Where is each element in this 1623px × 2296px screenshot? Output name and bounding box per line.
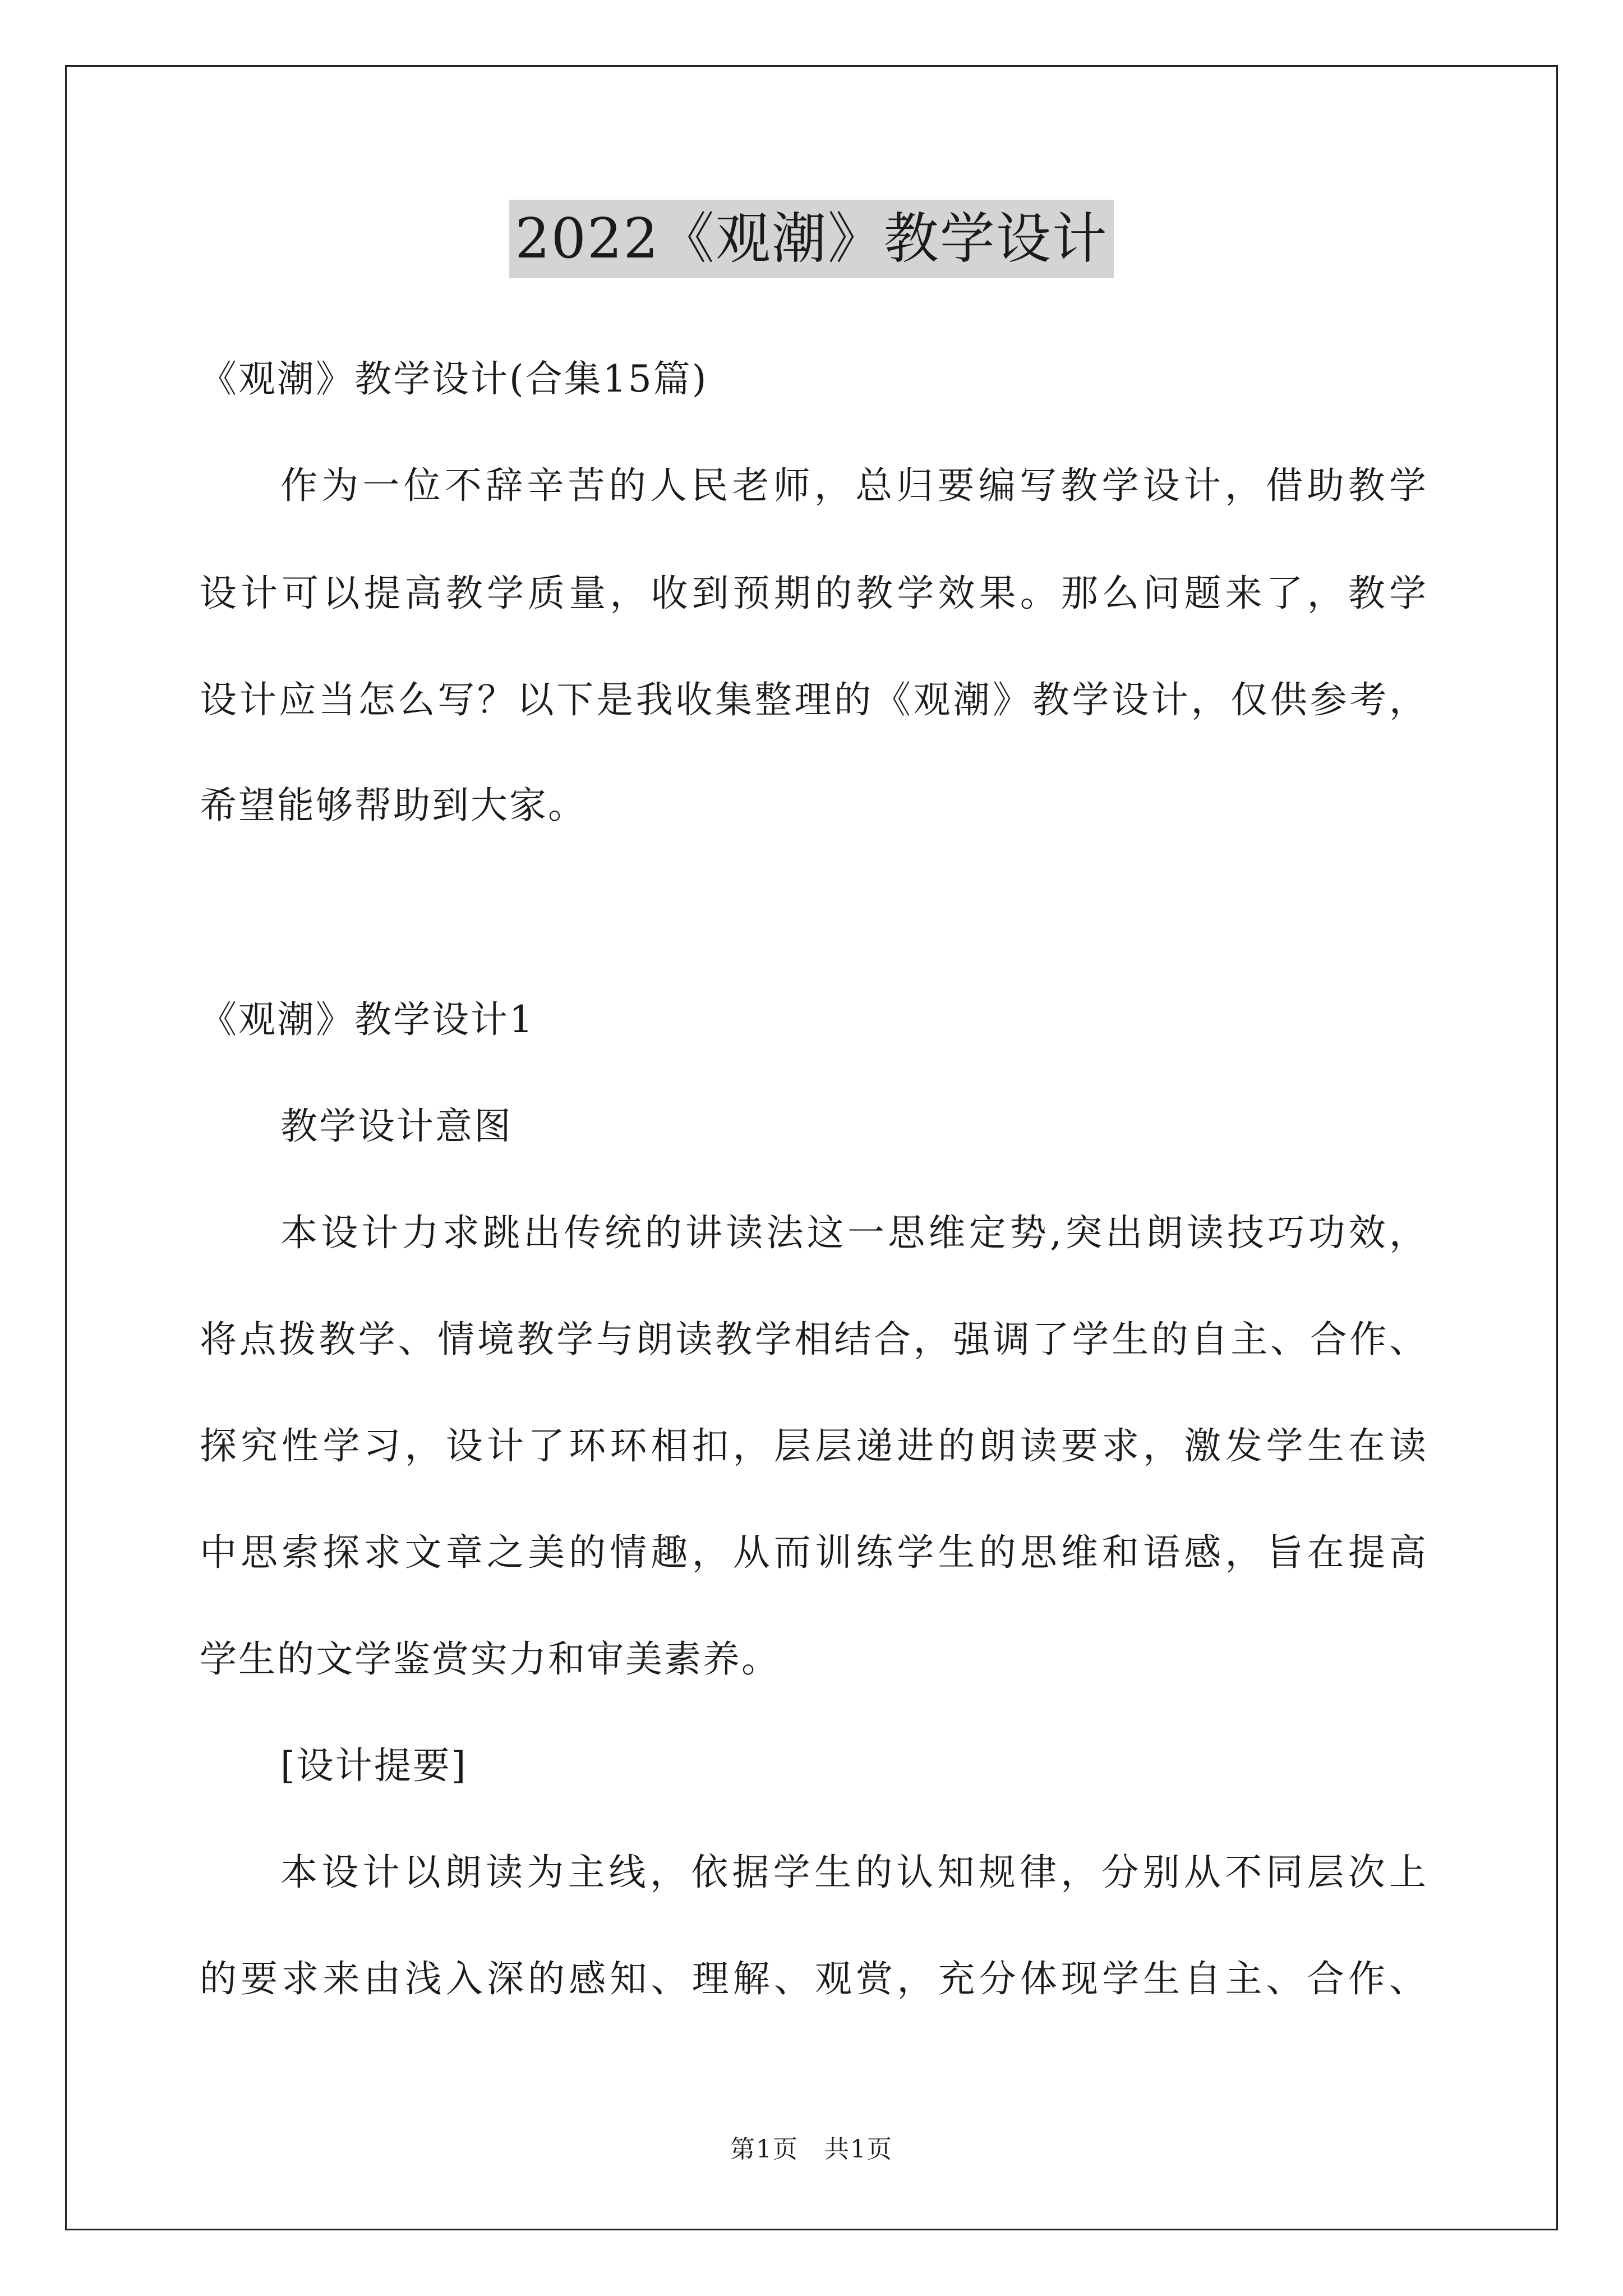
document-title: 2022《观潮》教学设计 (509, 200, 1113, 278)
intro-line: 作为一位不辞辛苦的人民老师，总归要编写教学设计，借助教学 (280, 464, 1428, 507)
summary-line: 的要求来由浅入深的感知、理解、观赏，充分体现学生自主、合作、 (200, 1957, 1428, 2000)
intro-line: 设计应当怎么写？以下是我收集整理的《观潮》教学设计，仅供参考， (200, 678, 1428, 721)
title-wrap (0, 200, 1623, 278)
section-heading: 《观潮》教学设计1 (200, 998, 534, 1041)
intent-line: 学生的文学鉴赏实力和审美素养。 (200, 1637, 780, 1681)
intent-line: 中思索探求文章之美的情趣，从而训练学生的思维和语感，旨在提高 (200, 1531, 1428, 1574)
page-footer: 第1页 共1页 (730, 2135, 893, 2164)
summary-line: 本设计以朗读为主线，依据学生的认知规律，分别从不同层次上 (280, 1851, 1428, 1894)
intent-heading: 教学设计意图 (280, 1105, 513, 1148)
intro-line: 希望能够帮助到大家。 (200, 784, 587, 827)
intent-line: 本设计力求跳出传统的讲读法这一思维定势,突出朗读技巧功效， (280, 1211, 1428, 1254)
intent-line: 将点拨教学、情境教学与朗读教学相结合，强调了学生的自主、合作、 (200, 1318, 1428, 1361)
document-subtitle: 《观潮》教学设计(合集15篇) (200, 357, 708, 401)
summary-heading: [设计提要] (280, 1744, 468, 1787)
intent-line: 探究性学习，设计了环环相扣，层层递进的朗读要求，激发学生在读 (200, 1424, 1428, 1467)
intro-line: 设计可以提高教学质量，收到预期的教学效果。那么问题来了，教学 (200, 572, 1428, 615)
